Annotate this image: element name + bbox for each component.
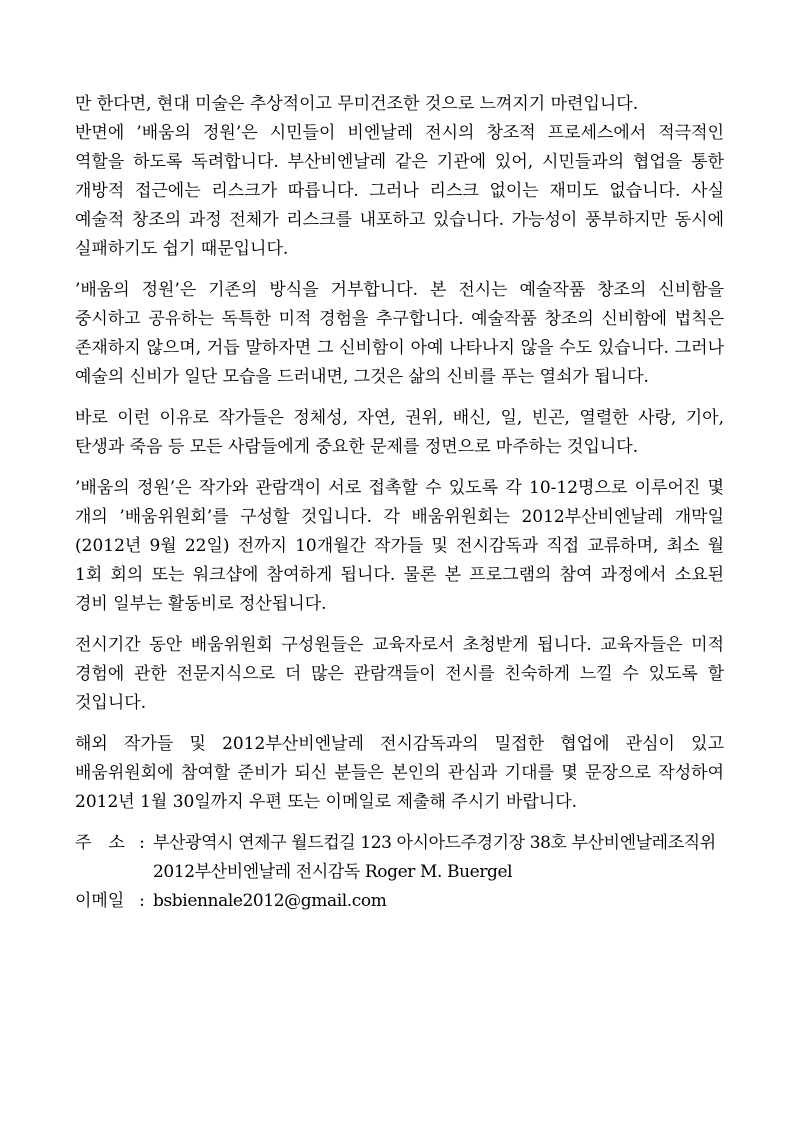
address-separator: :: [139, 833, 145, 853]
paragraph-3: [75, 404, 724, 462]
document-body: [75, 90, 724, 817]
address-row: [75, 829, 724, 887]
contact-block: [75, 829, 724, 916]
email-label: 이메일: [75, 891, 125, 911]
paragraph-4: [75, 474, 724, 619]
address-value: [153, 829, 724, 887]
paragraph-3-segment-1: 바로 이런 이유로 작가들은 정체성, 자연, 권위, 배신, 일, 빈곤, 열렬한 사랑, 기아, 탄생과 죽음 등 모든 사람들에게 중요한 문제를 정면으로 마주하는 것입니다.: [75, 408, 724, 457]
paragraph-6-segment-1: 해외 작가들 및 2012부산비엔날레 전시감독과의 밀접한 협업에 관심이 있고 배움위원회에 참여할 준비가 되신 분들은 본인의 관심과 기대를 몇 문장으로 작성하여 2012년 1월 30일까지 우편 또는 이메일로 제출해 주시기 바랍니다.: [75, 734, 724, 812]
paragraph-4-segment-1: ’배움의 정원’은 작가와 관람객이 서로 접촉할 수 있도록 각 10-12명으로 이루어진 몇 개의 ’배움위원회’를 구성할 것입니다. 각 배움위원회는 2012부산비엔날레 개막일(2012년 9월 22일) 전까지 10개월간 작가들 및 전시감독과 직접 교류하며, 최소 월 1회 회의 또는 워크샵에 참여하게 됩니다. 물론 본 프로그램의 참여 과정에서 소요된 경비 일부는 활동비로 정산됩니다.: [75, 478, 724, 614]
paragraph-1-segment-1: 만 한다면, 현대 미술은 추상적이고 무미건조한 것으로 느껴지기 마련입니다.: [75, 94, 639, 114]
address-line-2: 2012부산비엔날레 전시감독 Roger M. Buergel: [153, 862, 513, 882]
email-address: bsbiennale2012@gmail.com: [153, 891, 387, 911]
paragraph-6: [75, 730, 724, 817]
address-label: 주 소: [75, 833, 125, 853]
email-separator: :: [139, 891, 145, 911]
address-line-1: 부산광역시 연제구 월드컵길 123 아시아드주경기장 38호 부산비엔날레조직위: [153, 833, 716, 853]
paragraph-1: [75, 90, 724, 264]
paragraph-2-segment-1: ’배움의 정원’은 기존의 방식을 거부합니다. 본 전시는 예술작품 창조의 신비함을 중시하고 공유하는 독특한 미적 경험을 추구합니다. 예술작품 창조의 신비함에 법칙은 존재하지 않으며, 거듭 말하자면 그 신비함이 아예 나타나지 않을 수도 있습니다. 그러나 예술의 신비가 일단 모습을 드러내면, 그것은 삶의 신비를 푸는 열쇠가 됩니다.: [75, 280, 724, 387]
email-row: [75, 887, 724, 916]
paragraph-1-segment-2: 반면에 ’배움의 정원’은 시민들이 비엔날레 전시의 창조적 프로세스에서 적극적인 역할을 하도록 독려합니다. 부산비엔날레 같은 기관에 있어, 시민들과의 협업을 통한 개방적 접근에는 리스크가 따릅니다. 그러나 리스크 없이는 재미도 없습니다. 사실 예술적 창조의 과정 전체가 리스크를 내포하고 있습니다. 가능성이 풍부하지만 동시에 실패하기도 쉽기 때문입니다.: [75, 123, 724, 259]
paragraph-5: [75, 631, 724, 718]
paragraph-5-segment-1: 전시기간 동안 배움위원회 구성원들은 교육자로서 초청받게 됩니다. 교육자들은 미적 경험에 관한 전문지식으로 더 많은 관람객들이 전시를 친숙하게 느낄 수 있도록 할 것입니다.: [75, 635, 724, 713]
paragraph-2: [75, 276, 724, 392]
email-value: [153, 887, 724, 916]
